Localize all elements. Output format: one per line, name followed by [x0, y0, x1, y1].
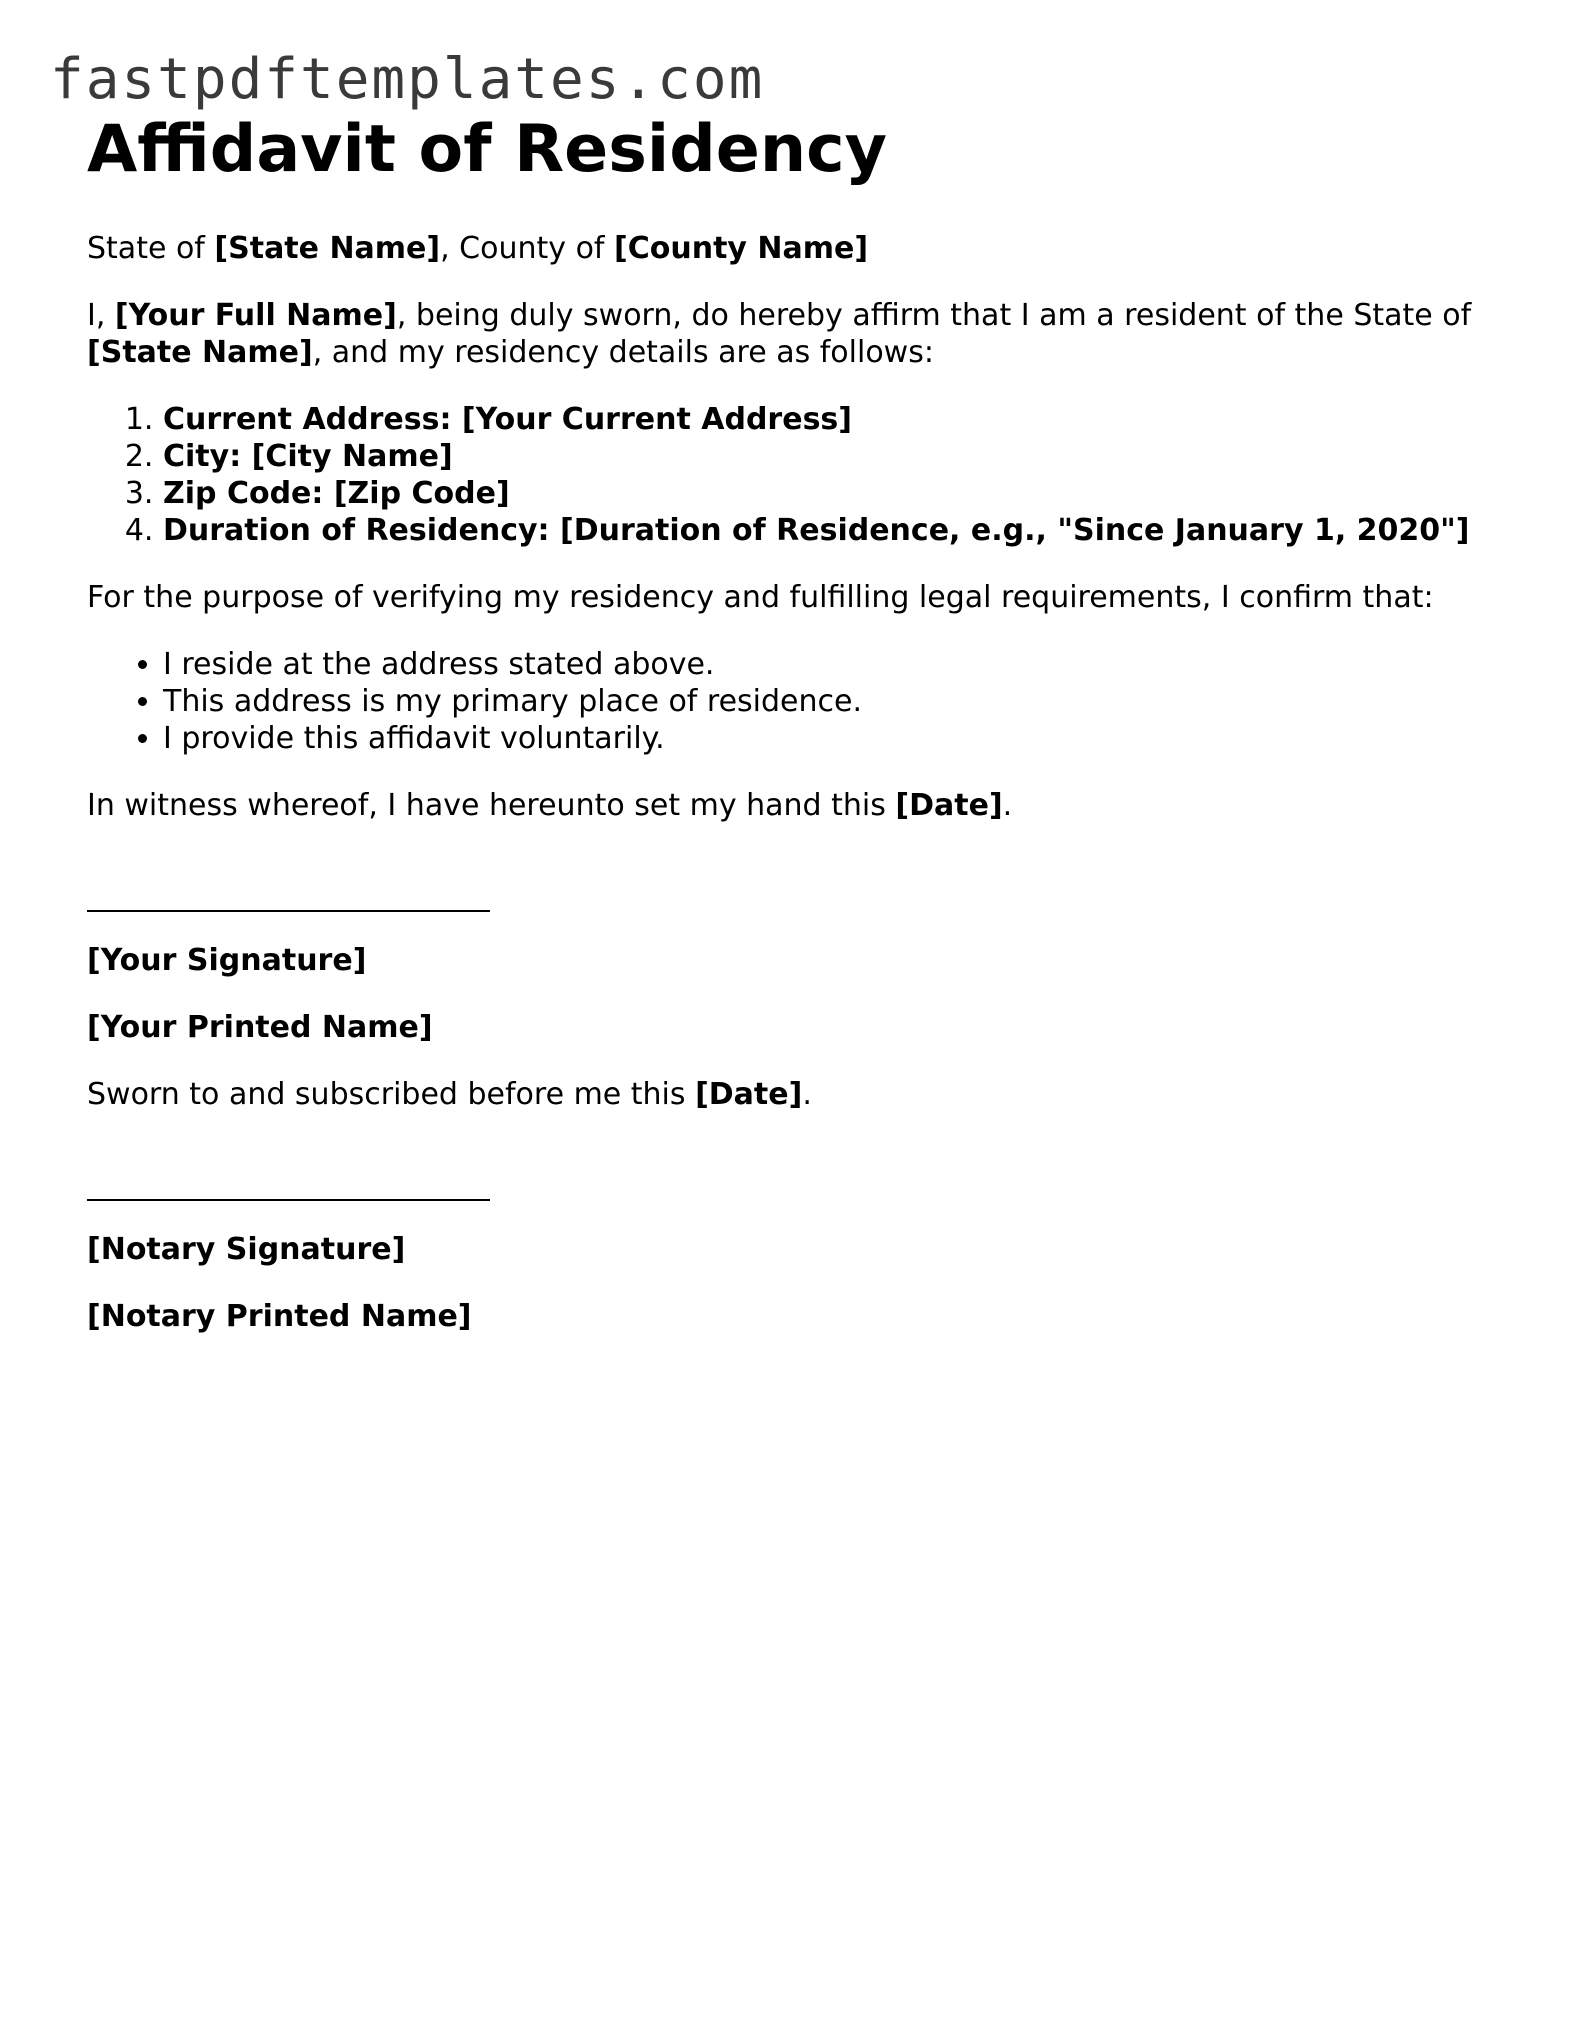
sworn-suffix: . — [802, 1077, 812, 1112]
sworn-paragraph — [87, 1076, 1487, 1113]
document-title: Affidavit of Residency — [87, 112, 887, 187]
detail-item: 3. Zip Code: [Zip Code] — [163, 475, 1487, 512]
affidavit-document — [87, 112, 1487, 1365]
confirmation-item: • This address is my primary place of residence. — [163, 683, 1487, 720]
county-prefix: , County of — [440, 231, 615, 266]
sworn-date-placeholder: [Date] — [695, 1077, 803, 1112]
witness-suffix: . — [1002, 788, 1013, 823]
intro-paragraph — [87, 297, 1487, 371]
notary-signature-label: [Notary Signature] — [87, 1232, 406, 1267]
notary-printed-name-label: [Notary Printed Name] — [87, 1299, 472, 1334]
witness-date-placeholder: [Date] — [895, 788, 1003, 823]
affiant-printed-name-label: [Your Printed Name] — [87, 1010, 433, 1045]
purpose-paragraph: For the purpose of verifying my residency and fulfilling legal requirements, I confirm that: — [87, 580, 1434, 615]
notary-signature-line — [87, 1143, 490, 1201]
affiant-signature-line — [87, 854, 490, 912]
detail-item: 2. City: [City Name] — [163, 438, 1487, 475]
intro-middle: , being duly sworn, do hereby affirm that I am a resident of the State of — [396, 298, 1472, 333]
affiant-signature-label: [Your Signature] — [87, 943, 367, 978]
site-watermark: fastpdftemplates.com — [50, 47, 765, 112]
intro-suffix: , and my residency details are as follows: — [312, 335, 934, 370]
state-placeholder: [State Name] — [214, 231, 441, 266]
confirmation-item: • I provide this affidavit voluntarily. — [163, 720, 1487, 757]
detail-item: 1. Current Address: [Your Current Address] — [163, 401, 1487, 438]
residency-details-list — [87, 401, 1487, 549]
jurisdiction-line — [87, 230, 1487, 267]
confirmation-list — [87, 646, 1487, 757]
sworn-prefix: Sworn to and subscribed before me this — [87, 1077, 696, 1112]
full-name-placeholder: [Your Full Name] — [114, 298, 397, 333]
confirmation-item: • I reside at the address stated above. — [163, 646, 1487, 683]
intro-prefix: I, — [87, 298, 115, 333]
state-prefix: State of — [87, 231, 215, 266]
county-placeholder: [County Name] — [614, 231, 869, 266]
intro-state-placeholder: [State Name] — [87, 335, 313, 370]
witness-prefix: In witness whereof, I have hereunto set my hand this — [87, 788, 896, 823]
detail-item: 4. Duration of Residency: [Duration of Residence, e.g., "Since January 1, 2020"] — [163, 512, 1487, 549]
witness-paragraph — [87, 787, 1487, 824]
